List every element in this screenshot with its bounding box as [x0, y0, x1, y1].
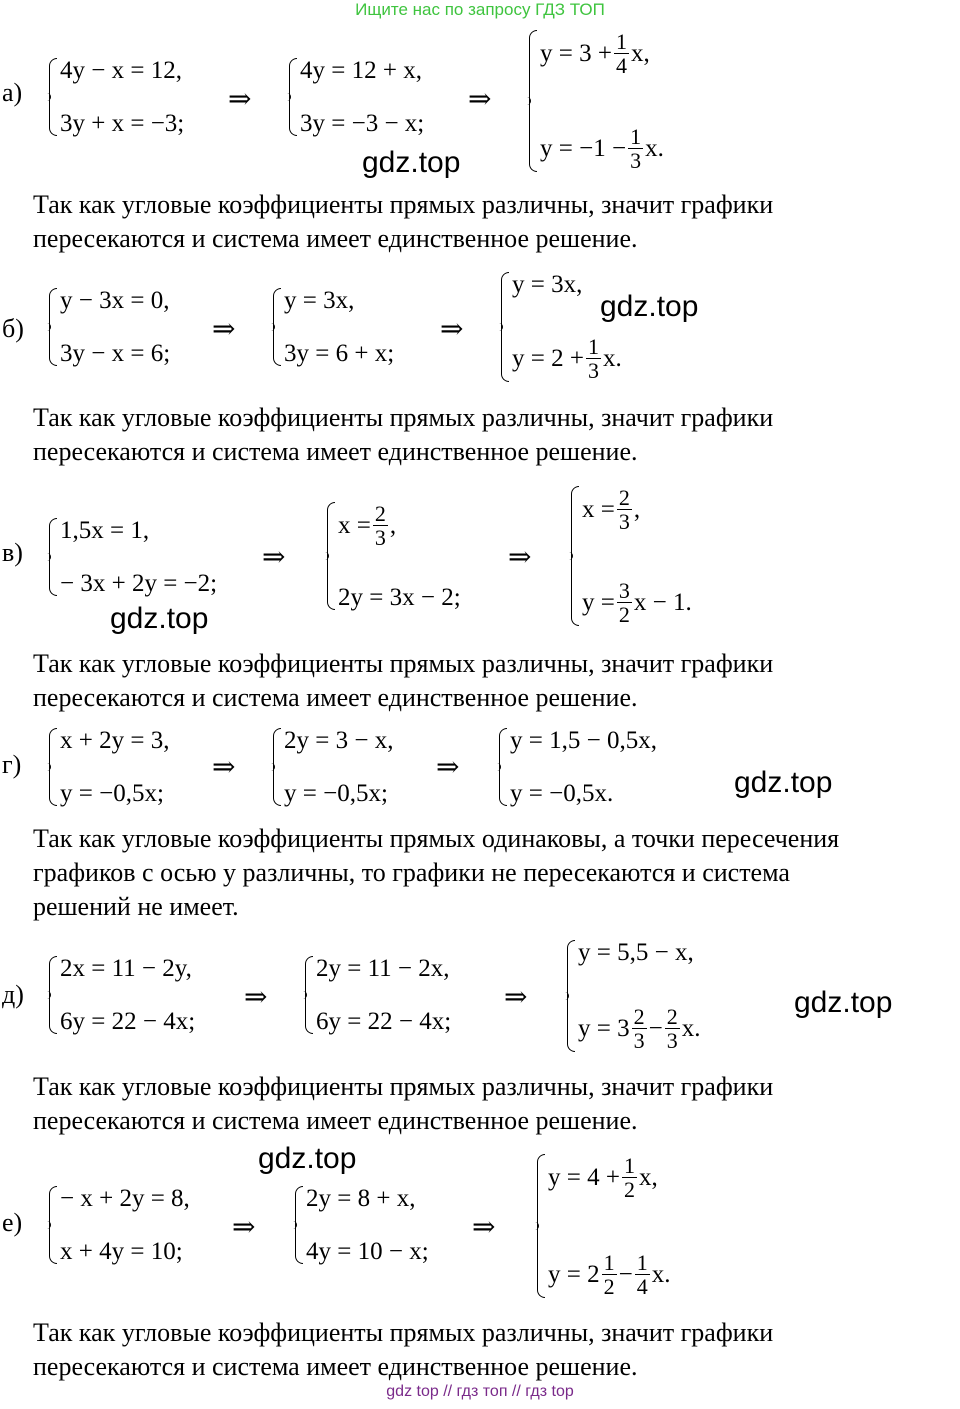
watermark: gdz.top [794, 986, 893, 1019]
equation: 2y = 3 − x, [284, 727, 394, 754]
system-d-1 [44, 956, 195, 1034]
implies-arrow: ⇒ [244, 982, 268, 1013]
system-d-2 [300, 956, 451, 1034]
implies-arrow: ⇒ [440, 314, 464, 345]
equation: y = 3x, [284, 287, 355, 314]
explanation-d: Так как угловые коэффициенты прямых различны, значит графики пересекаются и система имеет единственное решение. [33, 1072, 774, 1135]
equation: y = −0,5x. [510, 780, 614, 807]
explanation-e: Так как угловые коэффициенты прямых различны, значит графики пересекаются и система имеет единственное решение. [33, 1318, 774, 1381]
label-g: г) [2, 750, 22, 779]
system-a-3 [524, 30, 664, 172]
equation: y = 4 + $\frac{1}{2}$ x, [548, 1153, 658, 1203]
equation: y − 3x = 0, [60, 287, 170, 314]
implies-arrow: ⇒ [262, 542, 286, 573]
watermark: gdz.top [110, 602, 209, 635]
implies-arrow: ⇒ [232, 1212, 256, 1243]
equation: y = 3 $\frac{2}{3}$ − $\frac{2}{3}$ x. [578, 1003, 701, 1053]
implies-arrow: ⇒ [436, 752, 460, 783]
equation: y = 2 + $\frac{1}{3}$ x. [512, 333, 622, 383]
equation: y = −0,5x; [284, 780, 388, 807]
equation: 1,5x = 1, [60, 517, 150, 544]
explanation-b: Так как угловые коэффициенты прямых различны, значит графики пересекаются и система имеет единственное решение. [33, 403, 774, 466]
system-v-3 [566, 486, 692, 626]
system-b-2 [268, 288, 394, 366]
equation: y = 2 $\frac{1}{2}$ − $\frac{1}{4}$ x. [548, 1249, 671, 1299]
equation: x = $\frac{2}{3}$ , [338, 501, 397, 551]
label-v: в) [2, 538, 23, 567]
equation: y = 5,5 − x, [578, 939, 694, 966]
implies-arrow: ⇒ [212, 314, 236, 345]
equation: y = 3x, [512, 271, 583, 298]
system-e-2 [290, 1186, 429, 1264]
watermark: gdz.top [734, 766, 833, 799]
equation: y = 1,5 − 0,5x, [510, 727, 657, 754]
label-b: б) [2, 314, 24, 343]
equation: 6y = 22 − 4x; [60, 1008, 196, 1035]
equation: 4y = 10 − x; [306, 1238, 429, 1265]
system-v-1 [44, 518, 217, 596]
system-b-1 [44, 288, 170, 366]
watermark: gdz.top [600, 290, 699, 323]
footer-links: gdz top // гдз топ // гдз top [386, 1383, 574, 1400]
system-g-2 [268, 728, 393, 806]
equation: y = −0,5x; [60, 780, 164, 807]
explanation-v: Так как угловые коэффициенты прямых различны, значит графики пересекаются и система имеет единственное решение. [33, 649, 774, 712]
equation: 3y − x = 6; [60, 340, 171, 367]
equation: x + 4y = 10; [60, 1238, 183, 1265]
system-v-2 [322, 502, 461, 610]
system-d-3 [562, 940, 700, 1052]
equation: y = 3 + $\frac{1}{4}$ x, [540, 29, 650, 79]
equation: − 3x + 2y = −2; [60, 570, 218, 597]
equation: 2y = 11 − 2x, [316, 955, 450, 982]
system-a-2 [284, 58, 424, 136]
implies-arrow: ⇒ [508, 542, 532, 573]
label-d: д) [2, 980, 24, 1009]
system-g-1 [44, 728, 169, 806]
equation: 2y = 8 + x, [306, 1185, 416, 1212]
system-g-3 [494, 728, 657, 806]
explanation-a: Так как угловые коэффициенты прямых различны, значит графики пересекаются и система имеет единственное решение. [33, 190, 774, 253]
system-e-1 [44, 1186, 190, 1264]
watermark: gdz.top [362, 146, 461, 179]
implies-arrow: ⇒ [472, 1212, 496, 1243]
equation: 6y = 22 − 4x; [316, 1008, 452, 1035]
equation: 3y = 6 + x; [284, 340, 395, 367]
label-a: а) [2, 78, 23, 107]
search-hint: Ищите нас по запросу ГДЗ ТОП [355, 0, 605, 19]
system-a-1 [44, 58, 184, 136]
equation: y = −1 − $\frac{1}{3}$ x. [540, 123, 664, 173]
system-b-3 [496, 272, 622, 382]
equation: − x + 2y = 8, [60, 1185, 190, 1212]
equation: x = $\frac{2}{3}$ , [582, 485, 641, 535]
equation: 4y = 12 + x, [300, 57, 422, 84]
equation: 3y + x = −3; [60, 110, 185, 137]
equation: x + 2y = 3, [60, 727, 170, 754]
implies-arrow: ⇒ [504, 982, 528, 1013]
equation: 2y = 3x − 2; [338, 584, 461, 611]
equation: 3y = −3 − x; [300, 110, 425, 137]
equation: y = $\frac{3}{2}$ x − 1. [582, 577, 692, 627]
implies-arrow: ⇒ [212, 752, 236, 783]
label-e: е) [2, 1208, 23, 1237]
implies-arrow: ⇒ [228, 84, 252, 115]
explanation-g: Так как угловые коэффициенты прямых одинаковы, а точки пересечения графиков с осью y различны, то графики не пересекаются и система решений не имеет. [33, 824, 840, 921]
implies-arrow: ⇒ [468, 84, 492, 115]
watermark: gdz.top [258, 1142, 357, 1175]
equation: 2x = 11 − 2y, [60, 955, 192, 982]
system-e-3 [532, 1154, 670, 1298]
equation: 4y − x = 12, [60, 57, 182, 84]
